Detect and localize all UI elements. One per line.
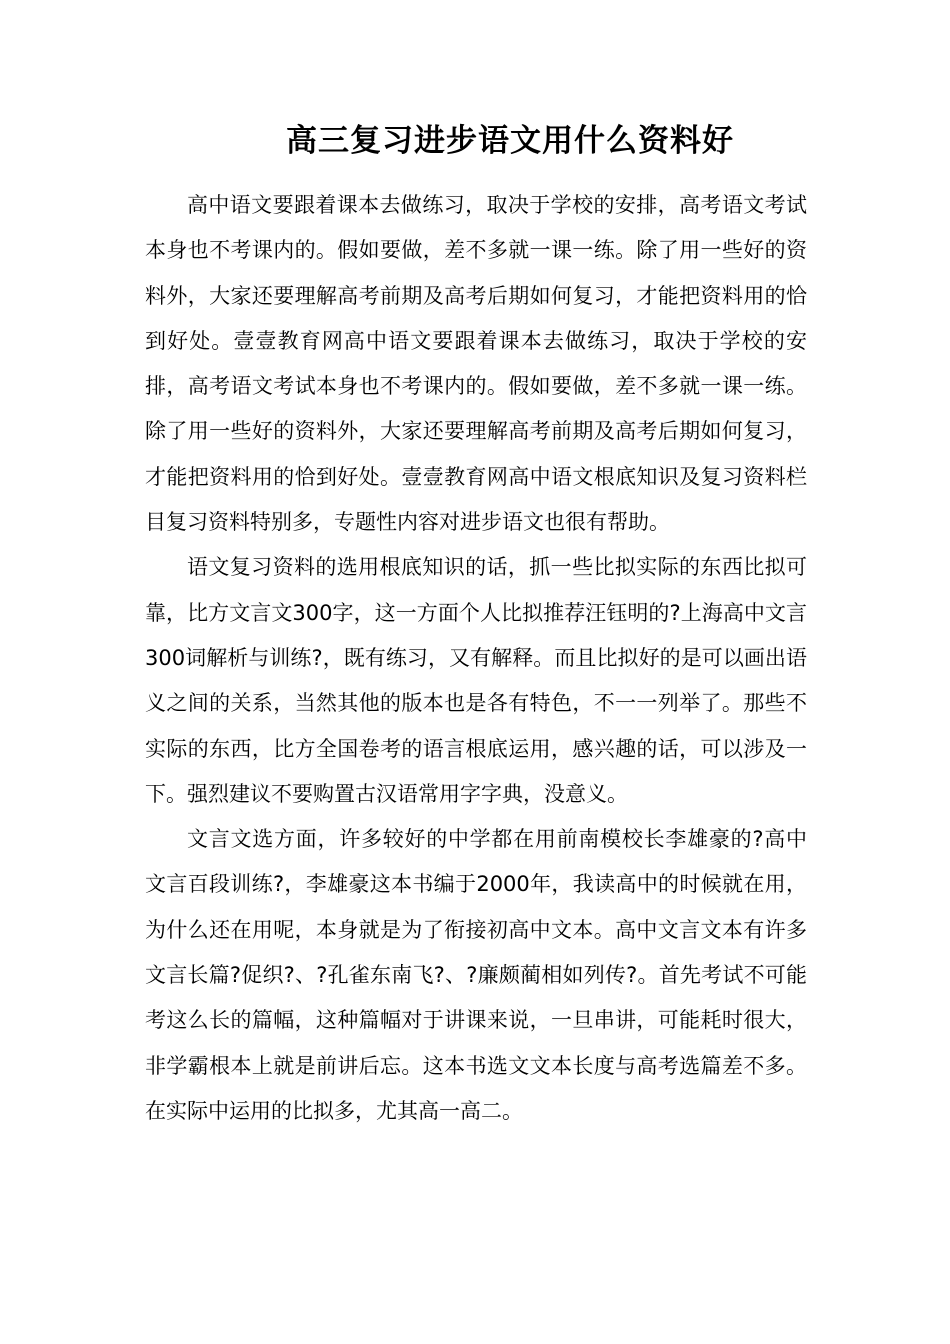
document-body (145, 183, 807, 1134)
paragraph-1: 高中语文要跟着课本去做练习，取决于学校的安排，高考语文考试本身也不考课内的。假如要做，差不多就一课一练。除了用一些好的资料外，大家还要理解高考前期及高考后期如何复习，才能把资料用的恰到好处。壹壹教育网高中语文要跟着课本去做练习，取决于学校的安排，高考语文考试本身也不考课内的。假如要做，差不多就一课一练。除了用一些好的资料外，大家还要理解高考前期及高考后期如何复习，才能把资料用的恰到好处。壹壹教育网高中语文根底知识及复习资料栏目复习资料特别多，专题性内容对进步语文也很有帮助。 (145, 193, 807, 535)
document-title: 高三复习进步语文用什么资料好 (286, 123, 734, 159)
paragraph-3: 文言文选方面，许多较好的中学都在用前南模校长李雄豪的?高中文言百段训练?，李雄豪这本书编于2000年，我读高中的时候就在用，为什么还在用呢，本身就是为了衔接初高中文本。高中文言文本有许多文言长篇?促织?、?孔雀东南飞?、?廉颇蔺相如列传?。首先考试不可能考这么长的篇幅，这种篇幅对于讲课来说，一旦串讲，可能耗时很大，非学霸根本上就是前讲后忘。这本书选文文本长度与高考选篇差不多。在实际中运用的比拟多，尤其高一高二。 (145, 827, 807, 1123)
paragraph-2: 语文复习资料的选用根底知识的话，抓一些比拟实际的东西比拟可靠，比方文言文300字，这一方面个人比拟推荐汪钰明的?上海高中文言300词解析与训练?，既有练习，又有解释。而且比拟好的是可以画出语义之间的关系，当然其他的版本也是各有特色，不一一列举了。那些不实际的东西，比方全国卷考的语言根底运用，感兴趣的话，可以涉及一下。强烈建议不要购置古汉语常用字字典，没意义。 (145, 555, 807, 806)
